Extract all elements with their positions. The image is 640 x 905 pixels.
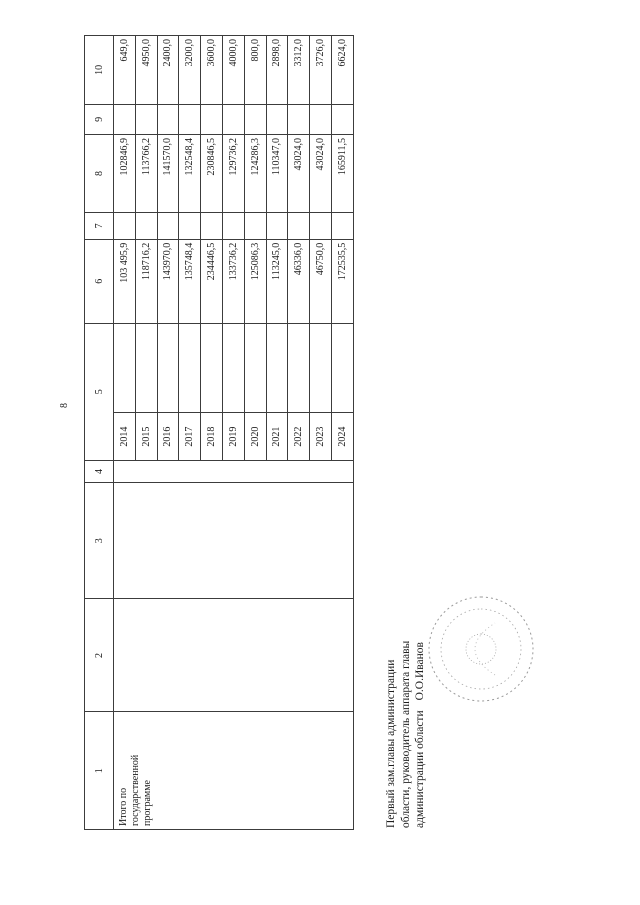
value-cell-c5	[222, 323, 244, 413]
value-cell-c5	[288, 323, 310, 413]
value-cell-c10: 649,0	[114, 36, 136, 105]
value-cell-c10: 4950,0	[135, 36, 157, 105]
value-cell-c7	[114, 213, 136, 240]
value-cell-c9	[114, 104, 136, 134]
value-cell-c6: 143970,0	[157, 239, 179, 323]
year-cell: 2017	[179, 413, 201, 461]
value-cell-c8: 230846,5	[201, 135, 223, 213]
value-cell-c10: 2400,0	[157, 36, 179, 105]
year-cell: 2016	[157, 413, 179, 461]
value-cell-c9	[266, 104, 288, 134]
header-cell: 7	[85, 213, 114, 240]
value-cell-c9	[288, 104, 310, 134]
header-row	[85, 36, 114, 830]
year-cell: 2015	[135, 413, 157, 461]
funding-table	[84, 35, 354, 830]
header-cell: 10	[85, 36, 114, 105]
page-number: 8	[59, 402, 70, 408]
value-cell-c7	[179, 213, 201, 240]
value-cell-c10: 3200,0	[179, 36, 201, 105]
header-cell: 4	[85, 460, 114, 482]
value-cell-c6: 234446,5	[201, 239, 223, 323]
value-cell-c7	[201, 213, 223, 240]
year-cell: 2023	[310, 413, 332, 461]
value-cell-c8: 165911,5	[331, 135, 353, 213]
row-label-line: Итого по	[118, 787, 129, 826]
value-cell-c6: 46750,0	[310, 239, 332, 323]
header-cell: 1	[85, 712, 114, 830]
value-cell-c8: 132548,4	[179, 135, 201, 213]
value-cell-c8: 43024,0	[288, 135, 310, 213]
value-cell-c8: 129736,2	[222, 135, 244, 213]
empty-cell-c3	[114, 483, 354, 599]
value-cell-c7	[135, 213, 157, 240]
value-cell-c6: 135748,4	[179, 239, 201, 323]
value-cell-c10: 3600,0	[201, 36, 223, 105]
value-cell-c9	[331, 104, 353, 134]
header-cell: 6	[85, 239, 114, 323]
value-cell-c6: 172535,5	[331, 239, 353, 323]
empty-cell-c4	[114, 460, 354, 482]
year-cell: 2018	[201, 413, 223, 461]
value-cell-c8: 141570,0	[157, 135, 179, 213]
year-cell: 2020	[244, 413, 266, 461]
table-body	[85, 36, 354, 830]
table-row	[114, 36, 136, 830]
year-cell: 2019	[222, 413, 244, 461]
signature-line-2: области, руководитель аппарата главы	[399, 640, 412, 828]
value-cell-c5	[135, 323, 157, 413]
value-cell-c5	[310, 323, 332, 413]
value-cell-c7	[244, 213, 266, 240]
value-cell-c8: 102846,9	[114, 135, 136, 213]
value-cell-c5	[179, 323, 201, 413]
header-cell: 9	[85, 104, 114, 134]
value-cell-c10: 800,0	[244, 36, 266, 105]
value-cell-c9	[179, 104, 201, 134]
value-cell-c9	[135, 104, 157, 134]
year-cell: 2021	[266, 413, 288, 461]
value-cell-c10: 4000,0	[222, 36, 244, 105]
header-cell: 8	[85, 135, 114, 213]
row-label-line: программе	[142, 780, 153, 826]
value-cell-c6: 118716,2	[135, 239, 157, 323]
value-cell-c10: 3312,0	[288, 36, 310, 105]
value-cell-c5	[114, 323, 136, 413]
signature-block	[384, 641, 428, 828]
value-cell-c6: 125086,3	[244, 239, 266, 323]
value-cell-c8: 43024,0	[310, 135, 332, 213]
year-cell: 2014	[114, 413, 136, 461]
value-cell-c5	[157, 323, 179, 413]
value-cell-c6: 133736,2	[222, 239, 244, 323]
value-cell-c10: 6624,0	[331, 36, 353, 105]
header-cell: 2	[85, 599, 114, 712]
value-cell-c5	[201, 323, 223, 413]
value-cell-c5	[244, 323, 266, 413]
row-label-line: государственной	[130, 754, 141, 826]
value-cell-c10: 2898,0	[266, 36, 288, 105]
value-cell-c7	[157, 213, 179, 240]
value-cell-c7	[222, 213, 244, 240]
value-cell-c5	[266, 323, 288, 413]
signature-line-1: Первый зам.главы администрации	[385, 659, 397, 828]
official-stamp	[425, 593, 537, 705]
value-cell-c6: 103 495,9	[114, 239, 136, 323]
value-cell-c7	[331, 213, 353, 240]
year-cell: 2024	[331, 413, 353, 461]
signature-line-3: администрации области	[414, 710, 426, 828]
value-cell-c9	[310, 104, 332, 134]
value-cell-c6: 46336,0	[288, 239, 310, 323]
header-cell: 5	[85, 323, 114, 460]
value-cell-c5	[331, 323, 353, 413]
value-cell-c9	[157, 104, 179, 134]
signatory-name: О.О.Иванов	[414, 642, 426, 701]
value-cell-c6: 113245,0	[266, 239, 288, 323]
value-cell-c7	[288, 213, 310, 240]
value-cell-c9	[244, 104, 266, 134]
row-label-cell	[114, 712, 354, 830]
value-cell-c7	[266, 213, 288, 240]
value-cell-c9	[222, 104, 244, 134]
value-cell-c8: 110347,0	[266, 135, 288, 213]
value-cell-c10: 3726,0	[310, 36, 332, 105]
value-cell-c7	[310, 213, 332, 240]
value-cell-c8: 124286,3	[244, 135, 266, 213]
empty-cell-c2	[114, 599, 354, 712]
year-cell: 2022	[288, 413, 310, 461]
header-cell: 3	[85, 483, 114, 599]
value-cell-c8: 113766,2	[135, 135, 157, 213]
value-cell-c9	[201, 104, 223, 134]
